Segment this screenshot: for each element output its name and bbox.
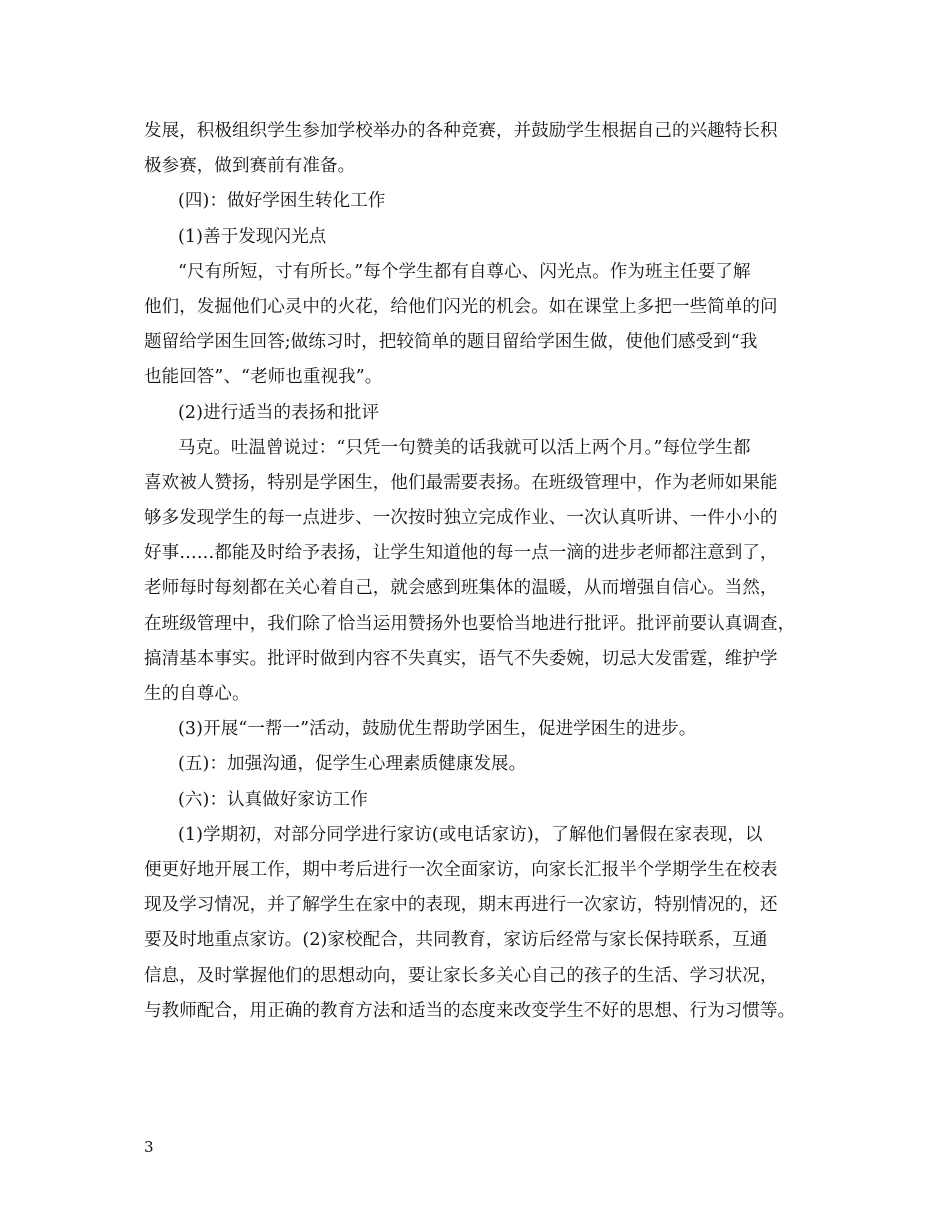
section-heading-6: (六)：认真做好家访工作 <box>178 789 368 810</box>
body-text <box>144 114 824 1029</box>
subheading: (3)开展“一帮一”活动，鼓励优生帮助学困生，促进学困生的进步。 <box>178 719 697 740</box>
text-line: 老师每时每刻都在关心着自己，就会感到班集体的温暖，从而增强自信心。当然， <box>144 578 778 599</box>
text-line: 生的自尊心。 <box>144 684 250 704</box>
text-line: (1)学期初，对部分同学进行家访(或电话家访)，了解他们暑假在家表现，以 <box>178 824 763 845</box>
text-line: 够多发现学生的每一点进步、一次按时独立完成作业、一次认真听讲、一件小小的 <box>144 508 778 529</box>
text-line: “尺有所短，寸有所长。”每个学生都有自尊心、闪光点。作为班主任要了解 <box>178 261 751 282</box>
text-line: 要及时地重点家访。(2)家校配合，共同教育，家访后经常与家长保持联系，互通 <box>144 930 768 951</box>
text-line: 好事……都能及时给予表扬，让学生知道他的每一点一滴的进步老师都注意到了， <box>144 543 778 564</box>
section-heading-5: (五)：加强沟通，促学生心理素质健康发展。 <box>178 754 527 775</box>
subheading: (2)进行适当的表扬和批评 <box>178 402 380 423</box>
text-line: 他们，发掘他们心灵中的火花，给他们闪光的机会。如在课堂上多把一些简单的问 <box>144 296 778 317</box>
text-line: 马克。吐温曾说过：“只凭一句赞美的话我就可以活上两个月。”每位学生都 <box>178 437 751 458</box>
text-line: 在班级管理中，我们除了恰当运用赞扬外也要恰当地进行批评。批评前要认真调查， <box>144 613 796 634</box>
text-line: 搞清基本事实。批评时做到内容不失真实，语气不失委婉，切忌大发雷霆，维护学 <box>144 648 778 669</box>
text-line: 喜欢被人赞扬，特别是学困生，他们最需要表扬。在班级管理中，作为老师如果能 <box>144 472 778 493</box>
text-line: 发展，积极组织学生参加学校举办的各种竞赛，并鼓励学生根据自己的兴趣特长积 <box>144 121 778 141</box>
subheading: (1)善于发现闪光点 <box>178 226 327 247</box>
page-number: 3 <box>144 1138 154 1156</box>
text-line: 也能回答”、“老师也重视我”。 <box>144 367 383 388</box>
text-line: 题留给学困生回答;做练习时，把较简单的题目留给学困生做，使他们感受到“我 <box>144 332 758 353</box>
text-line: 信息，及时掌握他们的思想动向，要让家长多关心自己的孩子的生活、学习状况， <box>144 965 778 986</box>
text-line: 极参赛，做到赛前有准备。 <box>144 156 356 177</box>
section-heading-4: (四)：做好学困生转化工作 <box>178 191 386 212</box>
text-line: 与教师配合，用正确的教育方法和适当的态度来改变学生不好的思想、行为习惯等。 <box>144 1000 796 1021</box>
text-line: 便更好地开展工作，期中考后进行一次全面家访，向家长汇报半个学期学生在校表 <box>144 859 778 880</box>
text-line: 现及学习情况，并了解学生在家中的表现，期末再进行一次家访，特别情况的，还 <box>144 895 778 916</box>
